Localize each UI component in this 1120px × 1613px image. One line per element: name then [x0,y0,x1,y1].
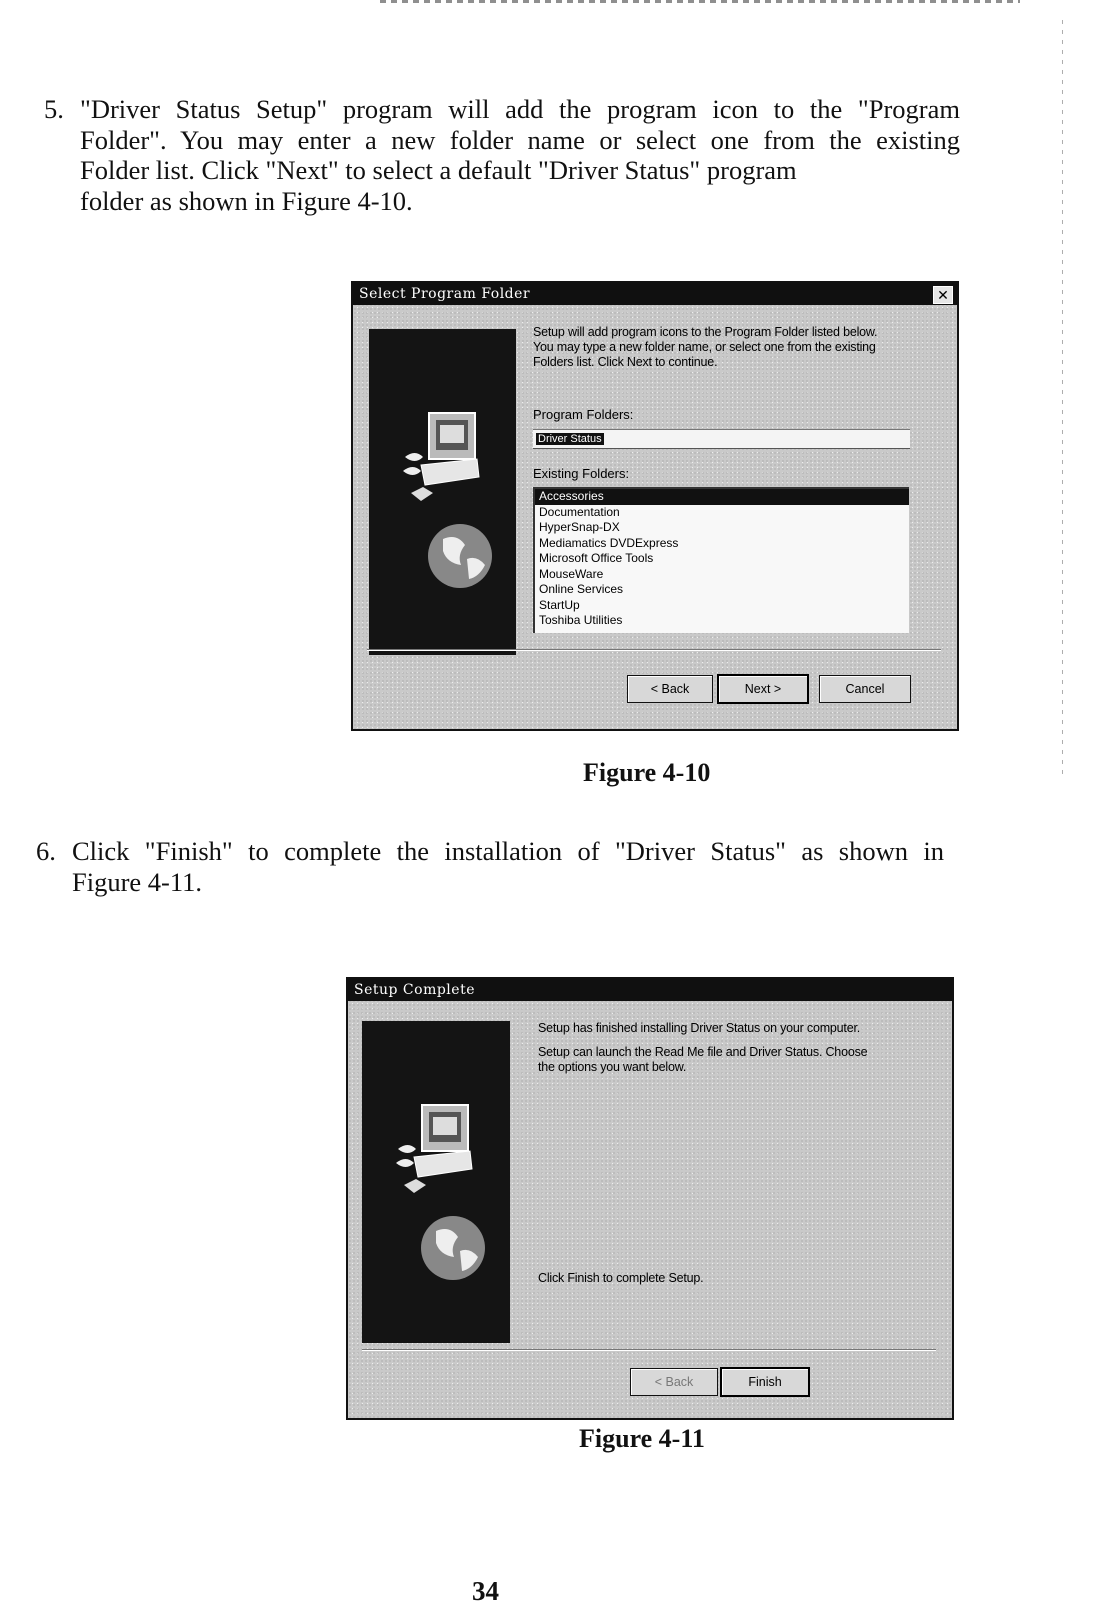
step-5-line-3: Folder list. Click "Next" to select a default "Driver Status" program [80,155,797,185]
intro-line-3: Folders list. Click Next to continue. [533,355,718,369]
step-6-line-2: Figure 4-11. [72,866,203,897]
folder-list-item[interactable]: Microsoft Office Tools [539,551,654,565]
step-6-line-1: Click "Finish" to complete the installation of "Driver Status" as shown in [72,836,944,866]
folder-list-item[interactable]: Mediamatics DVDExpress [539,535,679,550]
finish-button[interactable]: Finish [720,1367,810,1397]
folder-list-item[interactable]: Documentation [539,504,620,519]
scan-artifact-top [380,0,1020,3]
launch-line-2: the options you want below. [538,1060,687,1074]
finished-message: Setup has finished installing Driver Status on your computer. [538,1021,861,1035]
folder-list-item[interactable]: Accessories [535,489,909,505]
step-6-number: 6. [36,836,56,866]
step-6-paragraph [36,836,944,897]
dialog-separator [367,649,941,651]
computer-icon [399,407,483,517]
page-number: 34 [472,1576,499,1606]
figure-4-10-caption: Figure 4-10 [583,758,711,787]
intro-line-1: Setup will add program icons to the Program Folder listed below. [533,325,878,339]
step-5-number: 5. [44,94,64,124]
dialog-title: Setup Complete [348,979,952,1001]
figure-4-11-caption: Figure 4-11 [579,1424,705,1453]
folder-list-item[interactable]: Online Services [539,582,624,596]
dialog-intro [533,325,943,370]
back-button[interactable]: < Back [627,675,713,703]
step-5-line-4: folder as shown in Figure 4-10. [80,185,413,216]
launch-message [538,1045,938,1075]
folder-list-item[interactable]: HyperSnap-DX [539,520,620,534]
launch-line-1: Setup can launch the Read Me file and Driver Status. Choose [538,1045,868,1059]
dialog-title: Select Program Folder [353,283,957,305]
select-program-folder-dialog [351,281,959,731]
cancel-button[interactable]: Cancel [819,675,911,703]
folder-list-item[interactable]: StartUp [539,597,580,612]
program-folders-label: Program Folders: [533,407,634,422]
existing-folders-list[interactable] [533,487,909,633]
folder-list-item[interactable]: Toshiba Utilities [539,613,623,627]
program-folder-input[interactable] [533,429,910,449]
setup-side-art [369,329,516,655]
step-5-line-1: "Driver Status Setup" program will add the program icon to the "Program [80,94,960,124]
program-folder-value: Driver Status [538,433,602,445]
intro-line-2: You may type a new folder name, or select one from the existing [533,340,876,354]
close-icon[interactable]: ✕ [933,286,953,304]
dialog-separator [362,1349,936,1351]
folder-list-item[interactable]: MouseWare [539,566,604,581]
scan-artifact-right [1062,20,1063,780]
step-5-line-2: Folder". You may enter a new folder name or select one from the existing [80,124,960,155]
setup-complete-dialog [346,977,954,1420]
setup-side-art [362,1021,510,1343]
globe-icon [416,1211,490,1285]
step-5-paragraph [44,94,960,216]
finish-hint: Click Finish to complete Setup. [538,1271,704,1285]
computer-icon [392,1099,476,1209]
globe-icon [423,519,497,593]
back-button[interactable]: < Back [630,1368,718,1396]
next-button[interactable]: Next > [717,674,809,704]
existing-folders-label: Existing Folders: [533,466,630,481]
